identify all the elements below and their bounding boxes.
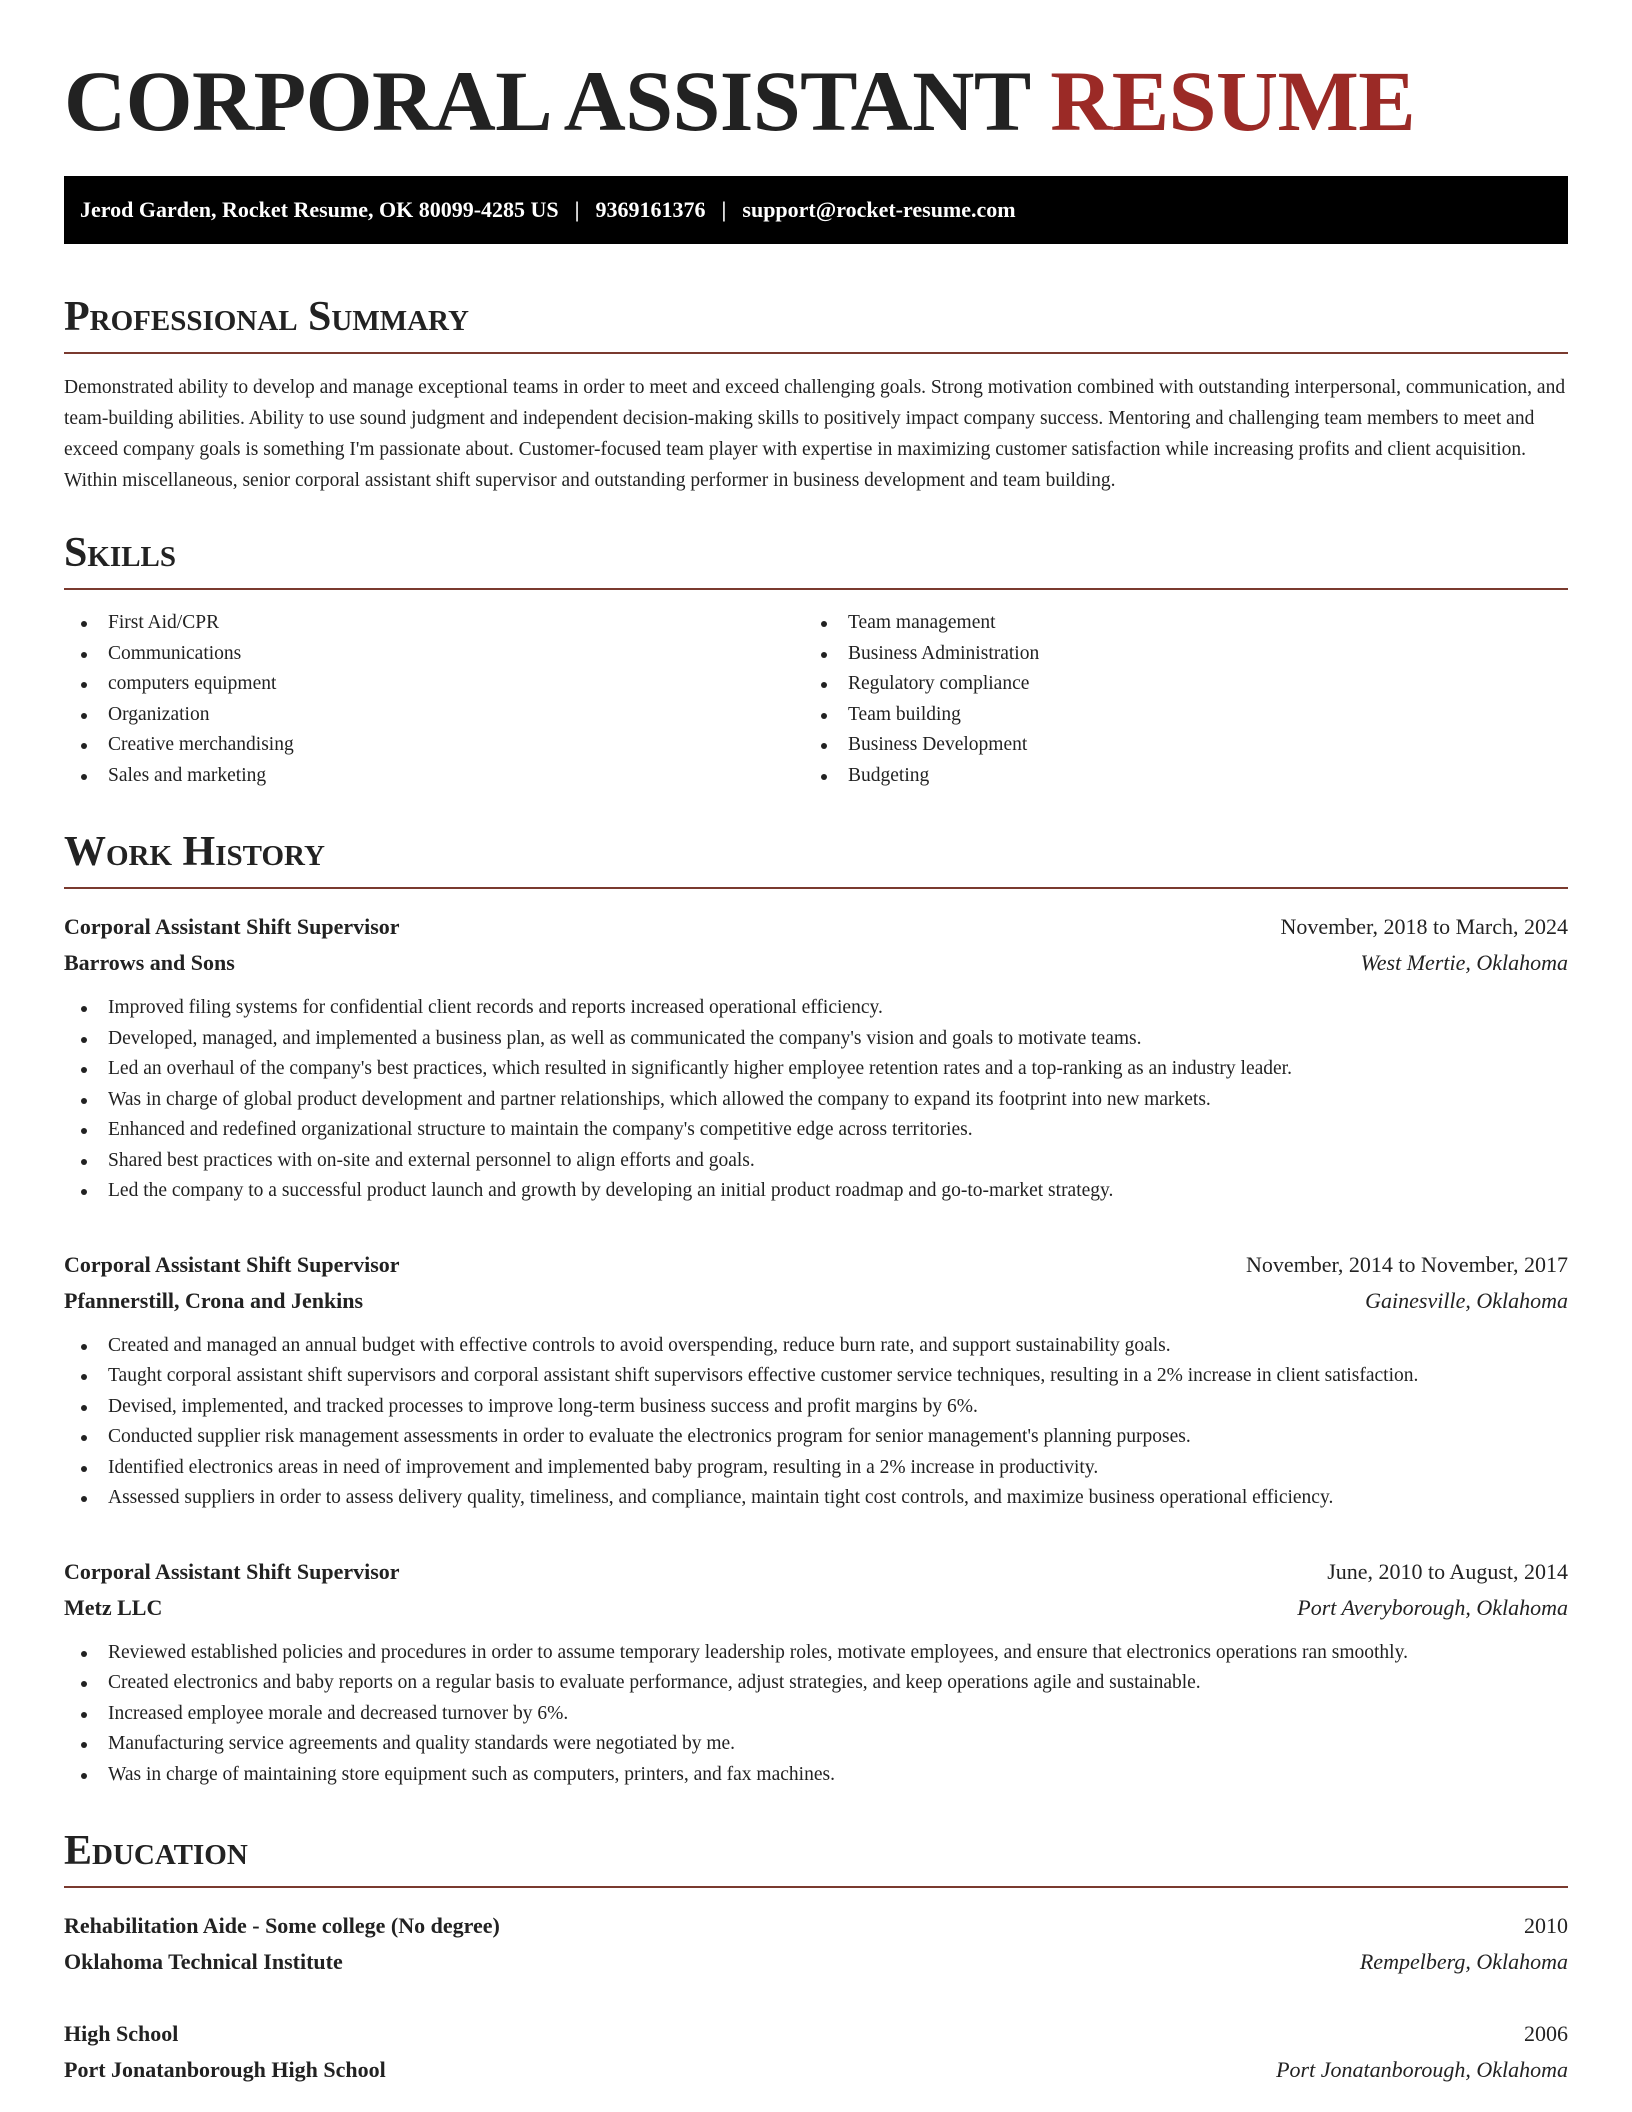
job-role: Corporal Assistant Shift Supervisor — [64, 1558, 400, 1584]
job-dates: November, 2018 to March, 2024 — [1280, 914, 1568, 939]
job-bullet: Enhanced and redefined organizational structure to maintain the company's competitive edge across territories. — [64, 1115, 1568, 1146]
job-entry — [64, 1554, 1568, 1791]
job-bullet: Manufacturing service agreements and quality standards were negotiated by me. — [64, 1729, 1568, 1760]
job-bullet: Devised, implemented, and tracked processes to improve long-term business success and profit margins by 6%. — [64, 1392, 1568, 1423]
job-bullet: Improved filing systems for confidential client records and reports increased operational efficiency. — [64, 993, 1568, 1024]
job-location: West Mertie, Oklahoma — [1360, 950, 1568, 975]
education-school-row — [64, 1944, 1568, 1980]
job-bullet: Reviewed established policies and procedures in order to assume temporary leadership roles, motivate employees, and ensure that electronics operations ran smoothly. — [64, 1638, 1568, 1669]
education-header-row — [64, 2016, 1568, 2052]
job-bullet: Created electronics and baby reports on a regular basis to evaluate performance, adjust strategies, and keep operations agile and sustainable. — [64, 1668, 1568, 1699]
education-school: Oklahoma Technical Institute — [64, 1949, 343, 1974]
job-header-row — [64, 1247, 1568, 1283]
contact-phone: 9369161376 — [595, 197, 706, 222]
contact-separator: | — [574, 197, 580, 222]
skill-item: Business Administration — [804, 639, 1544, 670]
job-bullet: Created and managed an annual budget with effective controls to avoid overspending, reduce burn rate, and support sustainability goals. — [64, 1331, 1568, 1362]
skill-item: Creative merchandising — [64, 730, 804, 761]
education-school-row — [64, 2052, 1568, 2088]
work-history-heading: Work History — [64, 831, 1568, 889]
contact-separator: | — [721, 197, 727, 222]
skill-item: Regulatory compliance — [804, 669, 1544, 700]
job-role: Corporal Assistant Shift Supervisor — [64, 914, 400, 939]
job-bullets — [64, 1638, 1568, 1791]
job-bullet: Was in charge of maintaining store equipment such as computers, printers, and fax machines. — [64, 1760, 1568, 1791]
skills-heading: Skills — [64, 532, 1568, 590]
education-year: 2006 — [1524, 2021, 1568, 2046]
job-dates: June, 2010 to August, 2014 — [1327, 1558, 1568, 1584]
skill-item: Organization — [64, 700, 804, 731]
skill-item: computers equipment — [64, 669, 804, 700]
job-company-row — [64, 1283, 1568, 1319]
job-bullet: Increased employee morale and decreased turnover by 6%. — [64, 1699, 1568, 1730]
job-company-row — [64, 945, 1568, 981]
job-bullet: Shared best practices with on-site and external personnel to align efforts and goals. — [64, 1146, 1568, 1177]
resume-title — [64, 53, 1568, 149]
job-bullets — [64, 1331, 1568, 1514]
job-location: Port Averyborough, Oklahoma — [1297, 1594, 1568, 1620]
education-year: 2010 — [1524, 1913, 1568, 1938]
job-dates: November, 2014 to November, 2017 — [1245, 1251, 1568, 1277]
job-bullets — [64, 993, 1568, 1207]
education-school: Port Jonatanborough High School — [64, 2057, 386, 2082]
job-bullet: Was in charge of global product development and partner relationships, which allowed the company to expand its footprint into new markets. — [64, 1085, 1568, 1116]
education-heading: Education — [64, 1830, 1568, 1888]
job-bullet: Led the company to a successful product launch and growth by developing an initial product roadmap and go-to-market strategy. — [64, 1176, 1568, 1207]
contact-bar — [64, 176, 1568, 244]
education-entry — [64, 1908, 1568, 1980]
education-location: Rempelberg, Oklahoma — [1359, 1949, 1568, 1974]
job-role: Corporal Assistant Shift Supervisor — [64, 1251, 400, 1277]
title-accent: RESUME — [1050, 53, 1416, 149]
education-header-row — [64, 1908, 1568, 1944]
title-main: CORPORAL ASSISTANT — [64, 53, 1030, 149]
job-bullet: Taught corporal assistant shift supervisors and corporal assistant shift supervisors effective customer service techniques, resulting in a 2% increase in client satisfaction. — [64, 1361, 1568, 1392]
job-company: Pfannerstill, Crona and Jenkins — [64, 1287, 364, 1313]
education-degree: High School — [64, 2021, 179, 2046]
summary-heading: Professional Summary — [64, 296, 1568, 354]
job-bullet: Developed, managed, and implemented a business plan, as well as communicated the company's vision and goals to motivate teams. — [64, 1024, 1568, 1055]
education-entry — [64, 2016, 1568, 2088]
job-bullet: Identified electronics areas in need of improvement and implemented baby program, resulting in a 2% increase in productivity. — [64, 1453, 1568, 1484]
skill-item: Business Development — [804, 730, 1544, 761]
education-degree: Rehabilitation Aide - Some college (No degree) — [64, 1913, 500, 1938]
job-entry — [64, 1247, 1568, 1514]
skill-item: Sales and marketing — [64, 761, 804, 792]
job-bullet: Led an overhaul of the company's best practices, which resulted in significantly higher employee retention rates and a top-ranking as an industry leader. — [64, 1054, 1568, 1085]
job-header-row — [64, 1554, 1568, 1590]
job-company: Barrows and Sons — [64, 950, 235, 975]
skill-item: Team building — [804, 700, 1544, 731]
contact-email: support@rocket-resume.com — [742, 197, 1016, 222]
skills-column-right — [804, 608, 1544, 791]
job-bullet: Assessed suppliers in order to assess delivery quality, timeliness, and compliance, maintain tight cost controls, and maximize business operational efficiency. — [64, 1483, 1568, 1514]
summary-text: Demonstrated ability to develop and manage exceptional teams in order to meet and exceed challenging goals. Strong motivation combined with outstanding interpersonal, communication, and team-building abilities. Ability to use sound judgment and independent decision-making skills to positively impact company success. Mentoring and challenging team members to meet and exceed company goals is something I'm passionate about. Customer-focused team player with expertise in maximizing customer satisfaction while increasing profits and client acquisition. Within miscellaneous, senior corporal assistant shift supervisor and outstanding performer in business development and team building. — [64, 377, 1566, 491]
job-bullet: Conducted supplier risk management assessments in order to evaluate the electronics program for senior management's planning purposes. — [64, 1422, 1568, 1453]
skill-item: First Aid/CPR — [64, 608, 804, 639]
skills-column-left — [64, 608, 804, 791]
job-header-row — [64, 909, 1568, 945]
job-company: Metz LLC — [64, 1594, 163, 1620]
education-location: Port Jonatanborough, Oklahoma — [1276, 2057, 1568, 2082]
skill-item: Team management — [804, 608, 1544, 639]
skill-item: Communications — [64, 639, 804, 670]
skills-list — [64, 608, 1568, 791]
contact-address: Jerod Garden, Rocket Resume, OK 80099-4285 US — [80, 197, 559, 222]
job-location: Gainesville, Oklahoma — [1365, 1287, 1568, 1313]
skill-item: Budgeting — [804, 761, 1544, 792]
job-company-row — [64, 1590, 1568, 1626]
job-entry — [64, 909, 1568, 1207]
